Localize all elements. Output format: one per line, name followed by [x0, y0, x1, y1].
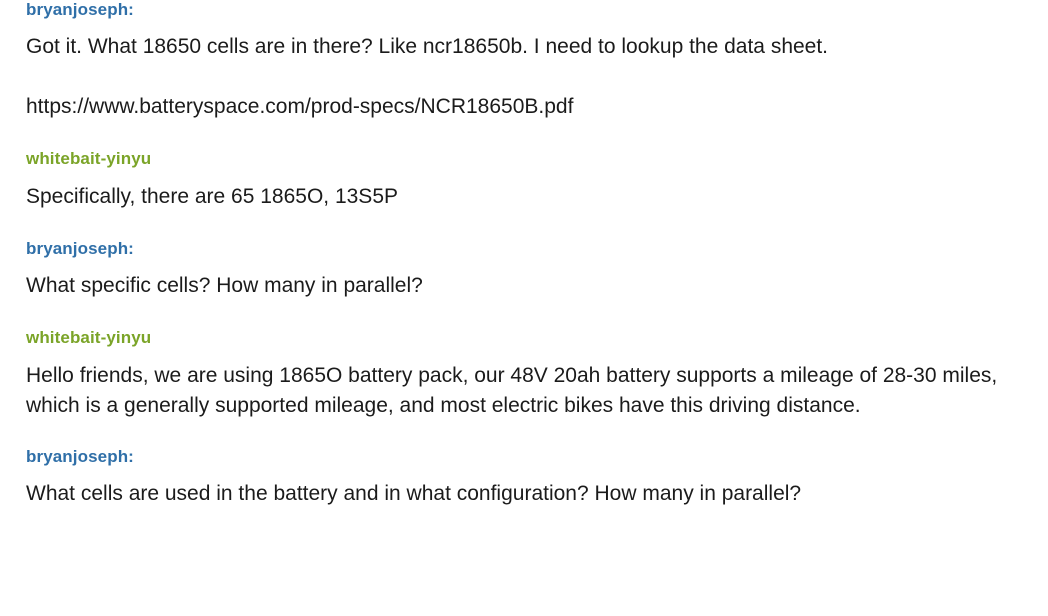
post-body-paragraph: What cells are used in the battery and in what configuration? How many in parallel? [26, 481, 802, 505]
post-body-paragraph: Got it. What 18650 cells are in there? Like ncr18650b. I need to lookup the data sheet. [26, 35, 829, 59]
post-author-name[interactable]: whitebait-yinyu [26, 328, 152, 348]
post-author-name[interactable]: bryanjoseph: [26, 446, 134, 466]
post-author-name[interactable]: bryanjoseph: [26, 238, 134, 258]
thread-post [26, 0, 1024, 122]
thread-post [26, 149, 1024, 211]
post-body-link[interactable]: https://www.batteryspace.com/prod-specs/NCR18650B.pdf [26, 95, 574, 119]
post-author-name[interactable]: whitebait-yinyu [26, 149, 152, 169]
thread-post [26, 239, 1024, 301]
post-body-paragraph: What specific cells? How many in parallel? [26, 274, 423, 298]
thread-post [26, 328, 1024, 420]
thread-post [26, 447, 1024, 509]
post-body-paragraph: Specifically, there are 65 1865O, 13S5P [26, 184, 399, 208]
post-body-paragraph: Hello friends, we are using 1865O battery pack, our 48V 20ah battery supports a mileage of 28-30 miles, which is a generally supported mileage, and most electric bikes have this driving distance. [26, 363, 998, 417]
post-author-name[interactable]: bryanjoseph: [26, 0, 134, 19]
